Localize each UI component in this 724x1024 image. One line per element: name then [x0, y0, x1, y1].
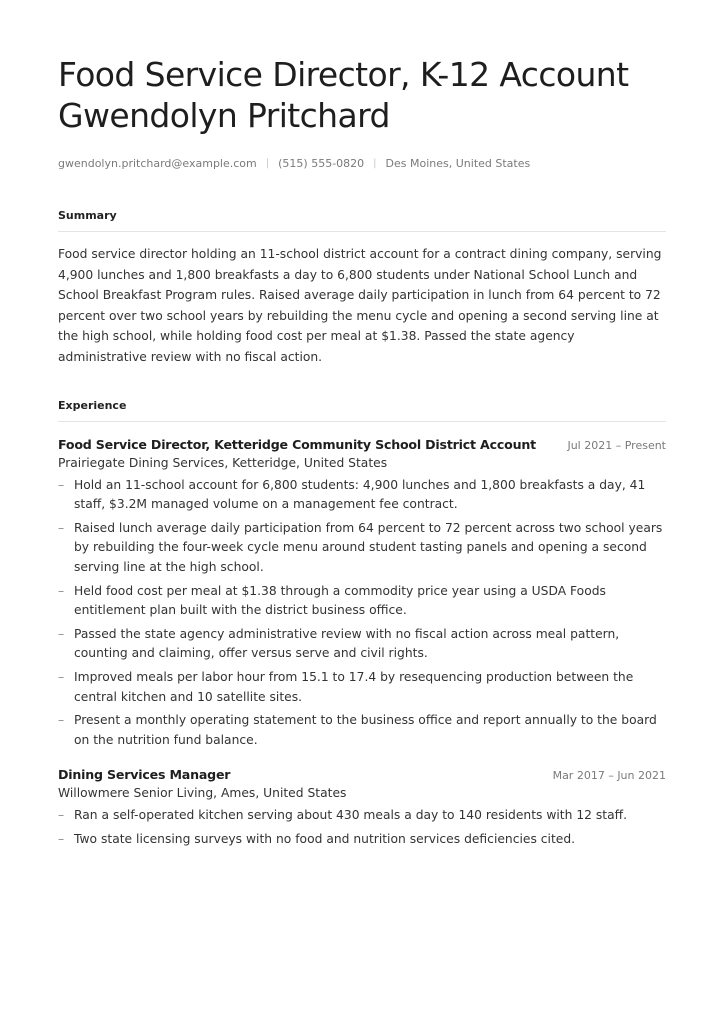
contact-email: gwendolyn.pritchard@example.com [58, 157, 257, 170]
contact-separator: | [373, 158, 377, 169]
dash-marker: – [58, 583, 65, 598]
job-company: Willowmere Senior Living, Ames, United States [58, 786, 347, 801]
dash-marker: – [58, 626, 65, 641]
bullet-text: Passed the state agency administrative review with no fiscal action across meal pattern, counting and claiming, offer versus serve and civil rights. [74, 626, 620, 661]
bullet-text: Two state licensing surveys with no food and nutrition services deficiencies cited. [74, 831, 576, 846]
bullet-item [58, 711, 666, 750]
bullet-text: Present a monthly operating statement to the business office and report annually to the board on the nutrition fund balance. [74, 713, 657, 747]
summary-heading: Summary [58, 209, 666, 232]
bullet-text: Raised lunch average daily participation from 64 percent to 72 percent across two school years by rebuilding the four-week cycle menu around student tasting panels and opening a second serving line at the high school. [74, 520, 663, 574]
job-entry [58, 437, 666, 751]
resume-page [58, 54, 666, 853]
experience-heading: Experience [58, 399, 666, 422]
job-entry [58, 767, 666, 849]
contact-phone: (515) 555-0820 [278, 157, 365, 170]
bullet-text: Held food cost per meal at $1.38 through a commodity price year using a USDA Foods entitlement plan built with the district business office. [74, 583, 606, 618]
dash-marker: – [58, 669, 65, 684]
job-bullets [58, 806, 666, 849]
summary-text: Food service director holding an 11-school district account for a contract dining company, serving 4,900 lunches and 1,800 breakfasts a day to 6,800 students under National School Lunch and School Breakfast Program rules. Raised average daily participation in lunch from 64 percent to 72 percent over two school years by rebuilding the menu cycle and opening a second serving line at the high school, while holding food cost per meal at $1.38. Passed the state agency administrative review with no fiscal action. [58, 247, 662, 364]
bullet-item [58, 476, 666, 515]
job-title: Dining Services Manager [58, 767, 231, 783]
bullet-text: Ran a self-operated kitchen serving about 430 meals a day to 140 residents with 12 staff. [74, 808, 628, 823]
dash-marker: – [58, 477, 65, 492]
bullet-text: Hold an 11-school account for 6,800 students: 4,900 lunches and 1,800 breakfasts a day, 41 staff, $3.2M managed volume on a management fee contract. [74, 477, 646, 512]
bullet-text: Improved meals per labor hour from 15.1 to 17.4 by resequencing production between the central kitchen and 10 satellite sites. [74, 669, 634, 704]
dash-marker: – [58, 831, 65, 846]
dash-marker: – [58, 520, 65, 535]
bullet-item [58, 625, 666, 664]
resume-header [58, 54, 666, 136]
job-company: Prairiegate Dining Services, Ketteridge, United States [58, 455, 388, 470]
dash-marker: – [58, 713, 65, 728]
bullet-item [58, 830, 666, 850]
bullet-item [58, 806, 666, 826]
job-title: Food Service Director, Ketteridge Community School District Account [58, 436, 536, 452]
job-header [58, 437, 666, 452]
contact-separator: | [265, 158, 270, 169]
job-header [58, 767, 666, 782]
position-title: Food Service Director, K-12 Account [58, 55, 629, 94]
candidate-name: Gwendolyn Pritchard [58, 96, 390, 135]
job-bullets [58, 476, 666, 751]
bullet-item [58, 582, 666, 621]
contact-line [58, 157, 666, 170]
dash-marker: – [58, 808, 65, 823]
contact-location: Des Moines, United States [385, 157, 531, 170]
job-dates: Jul 2021 – Present [567, 438, 666, 452]
job-dates: Mar 2017 – Jun 2021 [552, 769, 666, 783]
bullet-item [58, 668, 666, 707]
bullet-item [58, 519, 666, 578]
